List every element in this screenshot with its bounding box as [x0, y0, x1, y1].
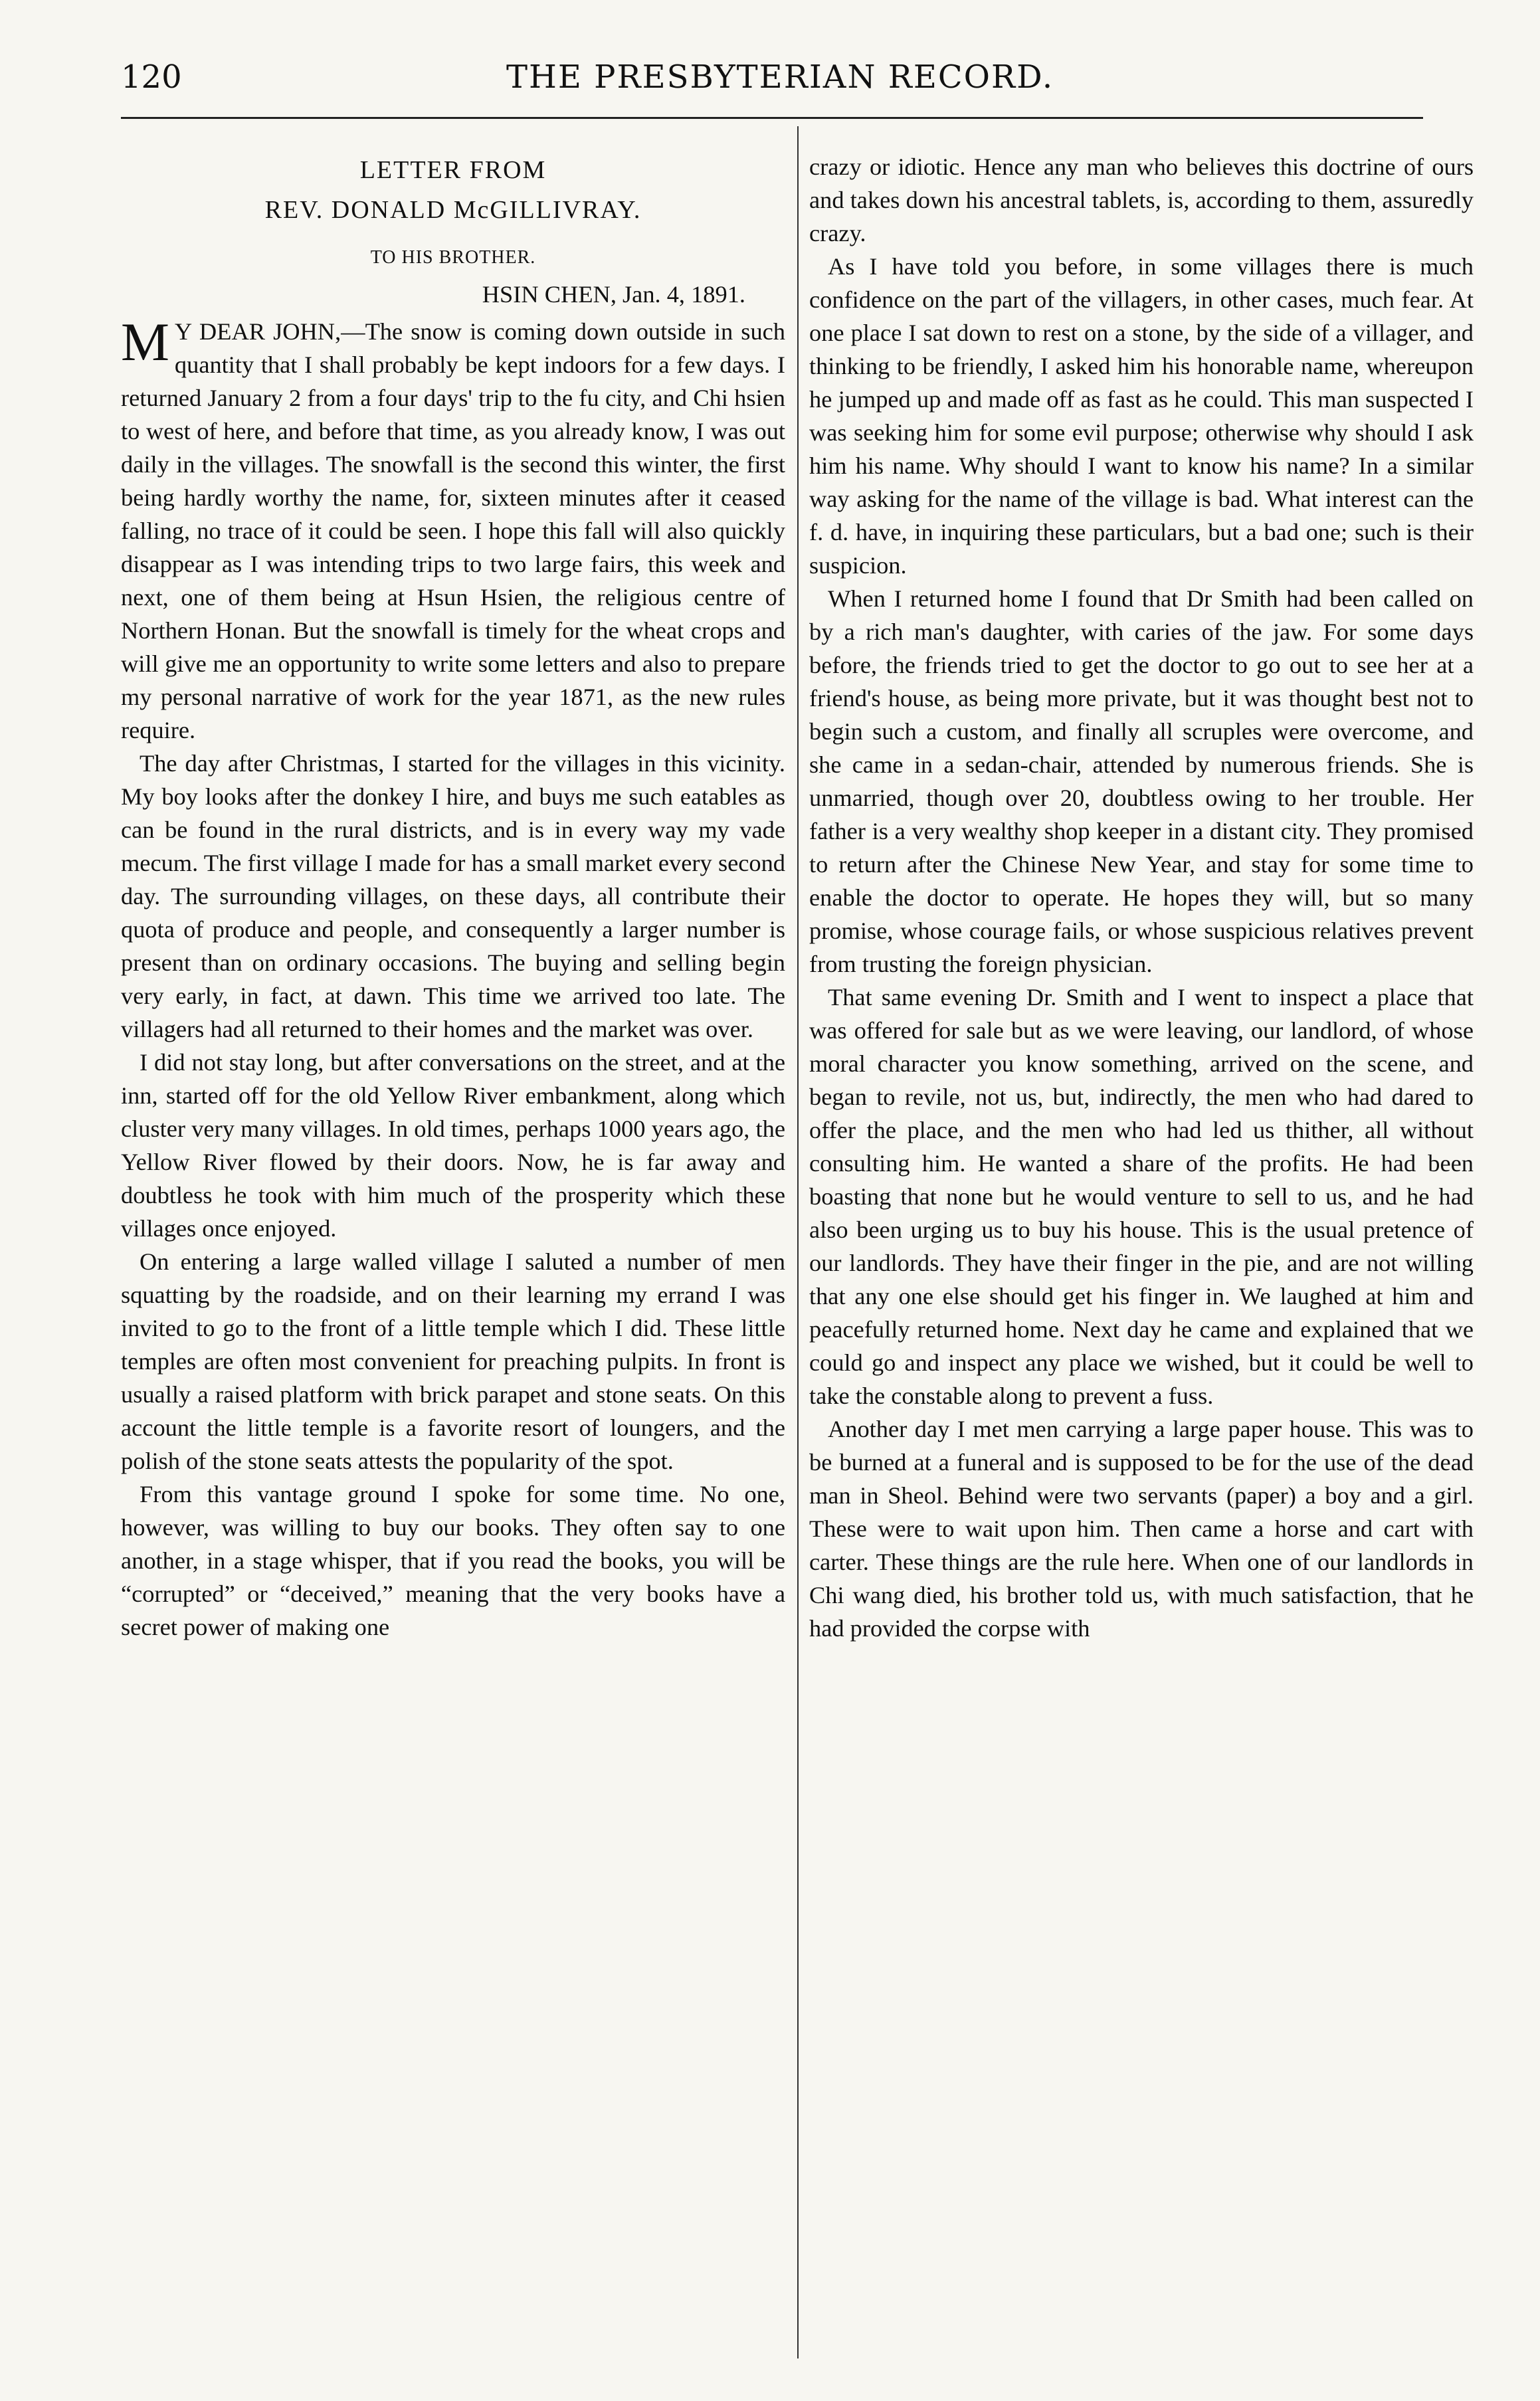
- paragraph: I did not stay long, but after conversations on the street, and at the inn, started off for the old Yellow River embankment, along which cluster very many villages. In old times, perhaps 1000 years ago, the Yellow River flowed by their doors. Now, he is far away and doubtless he took with him much of the prosperity which these villages once enjoyed.: [121, 1049, 785, 1242]
- publication-title: THE PRESBYTERIAN RECORD.: [506, 58, 1054, 96]
- paragraph: The day after Christmas, I started for the villages in this vicinity. My boy looks after the donkey I hire, and buys me such eatables as can be found in the rural districts, and is in every way my vade mecum. The first village I made for has a small market every second day. The surrounding villages, on these days, all contribute their quota of produce and people, and consequently a larger number is present than on ordinary occasions. The buying and selling begin very early, in fact, at dawn. This time we arrived too late. The villagers had all returned to their homes and the market was over.: [121, 750, 785, 1042]
- paragraph: As I have told you before, in some villages there is much confidence on the part of the villagers, in other cases, much fear. At one place I sat down to rest on a stone, by the side of a villager, and thinking to be friendly, I asked him his honorable name, whereupon he jumped up and made off as fast as he could. This man suspected I was seeking him for some evil purpose; otherwise why should I ask him his name. Why should I want to know his name? In a similar way asking for the name of the village is bad. What interest can the f. d. have, in inquiring these particulars, but a bad one; such is their suspicion.: [809, 253, 1474, 579]
- paragraph: Another day I met men carrying a large paper house. This was to be burned at a funeral and is supposed to be for the use of the dead man in Sheol. Behind were two servants (paper) a boy and a girl. These were to wait upon him. Then came a horse and cart with carter. These things are the rule here. When one of our landlords in Chi wang died, his brother told us, with much satisfaction, that he had provided the corpse with: [809, 1416, 1474, 1642]
- paragraph-text: The snow is coming down outside in such quantity that I shall probably be kept indoors for a few days. I returned January 2 from a four days' trip to the fu city, and Chi hsien to west of here, and before that time, as you already know, I was out daily in the villages. The snowfall is the second this winter, the first being hardly worthy the name, for, sixteen minutes after it ceased falling, no trace of it could be seen. I hope this fall will also quickly disappear as I was intending trips to two large fairs, this week and next, one of them being at Hsun Hsien, the religious centre of Northern Honan. But the snowfall is timely for the wheat crops and will give me an opportunity to write some letters and also to prepare my personal narrative of work for the year 1871, as the new rules require.: [121, 318, 785, 743]
- paragraph: That same evening Dr. Smith and I went to inspect a place that was offered for sale but as we were leaving, our landlord, of whose moral character you know something, arrived on the scene, and began to revile, not us, but, indirectly, the men who had dared to offer the place, and the men who had led us thither, all without consulting him. He wanted a share of the profits. He had been boasting that none but he would venture to sell to us, and he had also been urging us to buy his house. This is the usual pretence of our landlords. They have their finger in the pie, and are not willing that any one else should get his finger in. We laughed at him and peacefully returned home. Next day he came and explained that we could go and inspect any place we wished, but it could be well to take the constable along to prevent a fuss.: [809, 984, 1474, 1409]
- header-rule: [121, 117, 1423, 119]
- running-header: [121, 58, 1423, 112]
- opening-paragraph: [121, 312, 785, 747]
- article-subtitle: TO HIS BROTHER.: [370, 247, 536, 268]
- drop-cap: M: [121, 312, 169, 372]
- article-title-line1: LETTER FROM: [359, 156, 547, 184]
- salutation: Y DEAR JOHN,—: [174, 318, 365, 345]
- column-divider: [797, 126, 799, 2358]
- page-number: 120: [121, 58, 182, 96]
- paragraph: On entering a large walled village I saluted a number of men squatting by the roadside, and on their learning my errand I was invited to go to the front of a little temple which I did. These little temples are often most convenient for preaching pulpits. In front is usually a raised platform with brick parapet and stone seats. On this account the little temple is a favorite resort of loungers, and the polish of the stone seats attests the popularity of the spot.: [121, 1248, 785, 1474]
- paragraph: crazy or idiotic. Hence any man who believes this doctrine of ours and takes down his ancestral tablets, is, according to them, assuredly crazy.: [809, 153, 1474, 246]
- right-column: [809, 150, 1474, 1645]
- paragraph: When I returned home I found that Dr Smith had been called on by a rich man's daughter, with caries of the jaw. For some days before, the friends tried to get the doctor to go out to see her at a friend's house, as being more private, but it was thought best not to begin such a custom, and finally all scruples were overcome, and she came in a sedan-chair, attended by numerous friends. She is unmarried, though over 20, doubtless owing to her trouble. Her father is a very wealthy shop keeper in a distant city. They promised to return after the Chinese New Year, and stay for some time to enable the doctor to operate. He hopes they will, but so many promise, whose courage fails, or whose suspicious relatives prevent from trusting the foreign physician.: [809, 585, 1474, 977]
- article-title-line2: REV. DONALD McGILLIVRAY.: [264, 196, 642, 224]
- left-column: [121, 150, 785, 1644]
- dateline: HSIN CHEN, Jan. 4, 1891.: [482, 281, 745, 308]
- paragraph: From this vantage ground I spoke for some time. No one, however, was willing to buy our books. They often say to one another, in a stage whisper, that if you read the books, you will be “corrupted” or “deceived,” meaning that the very books have a secret power of making one: [121, 1481, 785, 1640]
